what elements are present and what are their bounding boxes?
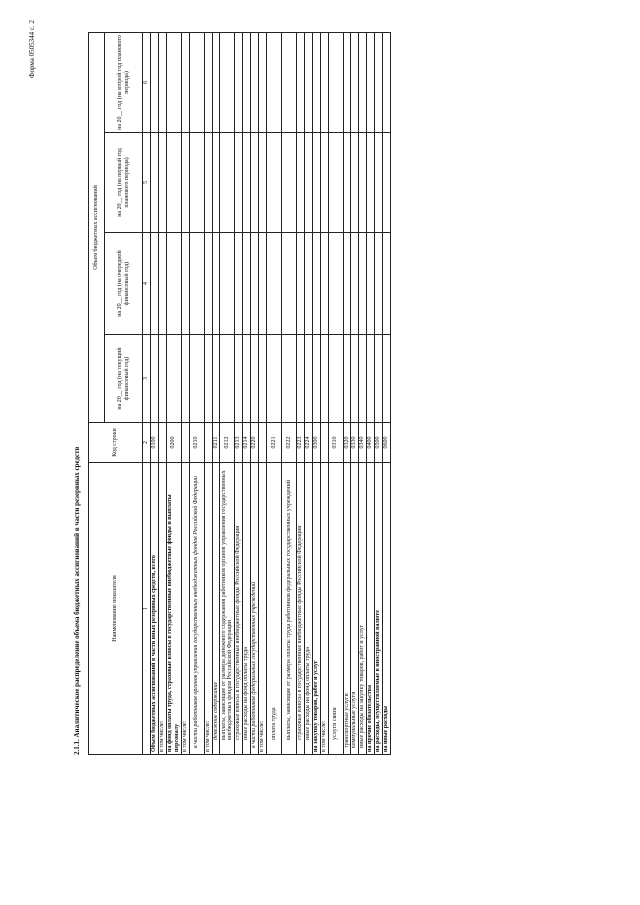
value-cell	[243, 233, 251, 335]
row-code	[181, 423, 189, 463]
row-label: оплата труда	[267, 463, 282, 755]
row-code: 0100	[150, 423, 158, 463]
value-cell	[343, 32, 351, 132]
row-label: транспортные услуги	[343, 463, 351, 755]
header-group: Объем бюджетных ассигнований	[89, 32, 105, 422]
row-label: коммунальные услуги	[351, 463, 359, 755]
header-year-current: на 20__ год (на текущий финансовый год)	[105, 335, 143, 423]
value-cell	[267, 335, 282, 423]
value-cell	[235, 335, 243, 423]
value-cell	[212, 32, 220, 132]
value-cell	[243, 133, 251, 233]
row-label: Объем бюджетных ассигнований в части иных резервных средств, всего	[150, 463, 158, 755]
value-cell	[320, 32, 328, 132]
value-cell	[367, 32, 375, 132]
value-cell	[282, 133, 297, 233]
row-code	[259, 423, 267, 463]
value-cell	[328, 32, 343, 132]
value-cell	[204, 335, 212, 423]
value-cell	[343, 233, 351, 335]
row-label: выплаты, зависящие от размера оплаты труда работников федеральных государственных учреждений	[282, 463, 297, 755]
row-code: 0214	[243, 423, 251, 463]
value-cell	[312, 233, 320, 335]
table-row	[359, 32, 367, 754]
value-cell	[150, 32, 158, 132]
row-label: на закупку товаров, работ и услуг	[312, 463, 320, 755]
value-cell	[297, 233, 305, 335]
row-label: в части работников органов управления государственных внебюджетных фондов Российской Федерации	[189, 463, 204, 755]
value-cell	[304, 233, 312, 335]
value-cell	[383, 133, 391, 233]
table-row	[243, 32, 251, 754]
value-cell	[343, 133, 351, 233]
value-cell	[150, 335, 158, 423]
row-code: 0221	[267, 423, 282, 463]
value-cell	[351, 233, 359, 335]
value-cell	[282, 32, 297, 132]
row-code: 0400	[367, 423, 375, 463]
table-row	[282, 32, 297, 754]
row-label: на прочие обязательства	[367, 463, 375, 755]
table-row	[212, 32, 220, 754]
row-label: иные расходы на фонд оплаты труда	[243, 463, 251, 755]
value-cell	[351, 335, 359, 423]
value-cell	[251, 133, 259, 233]
row-code: 0212	[220, 423, 235, 463]
header-code: Код строки	[89, 423, 143, 463]
value-cell	[212, 335, 220, 423]
table-row	[204, 32, 212, 754]
table-row	[297, 32, 305, 754]
row-code: 0213	[235, 423, 243, 463]
row-code: 0200	[166, 423, 181, 463]
value-cell	[220, 32, 235, 132]
row-label: услуги связи	[328, 463, 343, 755]
table-row	[312, 32, 320, 754]
value-cell	[251, 335, 259, 423]
value-cell	[166, 233, 181, 335]
table-row	[343, 32, 351, 754]
table-row	[166, 32, 181, 754]
row-label: в части работников федеральных государственных учреждений	[251, 463, 259, 755]
row-code: 0600	[383, 423, 391, 463]
row-label: на расходы, осуществляемые в иностранной валюте	[375, 463, 383, 755]
table-row	[259, 32, 267, 754]
value-cell	[150, 133, 158, 233]
value-cell	[166, 133, 181, 233]
value-cell	[189, 32, 204, 132]
value-cell	[320, 133, 328, 233]
value-cell	[359, 335, 367, 423]
value-cell	[375, 233, 383, 335]
value-cell	[166, 335, 181, 423]
row-label: в том числе:	[181, 463, 189, 755]
value-cell	[375, 32, 383, 132]
table-row	[367, 32, 375, 754]
header-year-next: на 20__ год (на очередной финансовый год)	[105, 233, 143, 335]
row-label: иные расходы на закупку товаров, работ и услуг	[359, 463, 367, 755]
value-cell	[328, 335, 343, 423]
value-cell	[181, 133, 189, 233]
value-cell	[359, 233, 367, 335]
table-row	[375, 32, 383, 754]
value-cell	[367, 233, 375, 335]
value-cell	[312, 32, 320, 132]
table-row	[267, 32, 282, 754]
value-cell	[304, 32, 312, 132]
value-cell	[158, 335, 166, 423]
value-cell	[267, 133, 282, 233]
value-cell	[181, 335, 189, 423]
form-code: Форма 0505344 с. 2	[28, 20, 36, 79]
table-row	[328, 32, 343, 754]
row-code	[320, 423, 328, 463]
section-title: 2.1.1. Аналитическое распределение объема бюджетных ассигнований в части резервных средств	[73, 446, 81, 755]
table-row	[181, 32, 189, 754]
header-year-plan1: на 20__ год (на первый год планового периода)	[105, 133, 143, 233]
table-row	[251, 32, 259, 754]
value-cell	[320, 335, 328, 423]
col-number: 6	[143, 32, 151, 132]
value-cell	[259, 335, 267, 423]
col-number: 2	[143, 423, 151, 463]
value-cell	[367, 335, 375, 423]
value-cell	[235, 233, 243, 335]
value-cell	[158, 233, 166, 335]
value-cell	[189, 335, 204, 423]
value-cell	[282, 335, 297, 423]
value-cell	[181, 233, 189, 335]
value-cell	[351, 32, 359, 132]
value-cell	[297, 133, 305, 233]
header-year-plan2: на 20__ год (на второй год планового периода)	[105, 32, 143, 132]
value-cell	[312, 335, 320, 423]
value-cell	[375, 335, 383, 423]
value-cell	[259, 133, 267, 233]
header-name: Наименование показателя	[89, 463, 143, 755]
value-cell	[359, 133, 367, 233]
value-cell	[212, 233, 220, 335]
value-cell	[158, 32, 166, 132]
value-cell	[204, 133, 212, 233]
value-cell	[367, 133, 375, 233]
value-cell	[220, 233, 235, 335]
row-label: страховые взносы в государственные внебюджетные фонды Российской Федерации	[235, 463, 243, 755]
value-cell	[251, 32, 259, 132]
row-code: 0222	[282, 423, 297, 463]
value-cell	[204, 32, 212, 132]
row-code: 0500	[375, 423, 383, 463]
table-row	[220, 32, 235, 754]
row-code: 0211	[212, 423, 220, 463]
value-cell	[383, 233, 391, 335]
table-row	[320, 32, 328, 754]
col-number: 5	[143, 133, 151, 233]
value-cell	[297, 32, 305, 132]
value-cell	[359, 32, 367, 132]
table-row	[189, 32, 204, 754]
allocation-table	[88, 32, 391, 755]
value-cell	[328, 133, 343, 233]
table-row	[158, 32, 166, 754]
value-cell	[243, 32, 251, 132]
row-label: выплаты, зависящие от размера денежного содержания работников органов управления государственных внебюджетных фондов Российской Федерации	[220, 463, 235, 755]
value-cell	[267, 233, 282, 335]
value-cell	[220, 133, 235, 233]
value-cell	[375, 133, 383, 233]
row-label: на фонд оплаты труда, страховые взносы в государственные внебюджетные фонды и выплаты персоналу	[166, 463, 181, 755]
row-label: страховые взносы в государственные внебюджетные фонды Российской Федерации	[297, 463, 305, 755]
value-cell	[282, 233, 297, 335]
col-number: 3	[143, 335, 151, 423]
row-label: в том числе:	[259, 463, 267, 755]
table-row	[150, 32, 158, 754]
row-code: 0320	[343, 423, 351, 463]
value-cell	[212, 133, 220, 233]
row-code: 0224	[304, 423, 312, 463]
value-cell	[259, 32, 267, 132]
col-number: 4	[143, 233, 151, 335]
value-cell	[158, 133, 166, 233]
table-row	[383, 32, 391, 754]
value-cell	[181, 32, 189, 132]
value-cell	[189, 133, 204, 233]
value-cell	[351, 133, 359, 233]
row-label: на иные расходы	[383, 463, 391, 755]
col-number: 1	[143, 463, 151, 755]
value-cell	[243, 335, 251, 423]
row-code: 0223	[297, 423, 305, 463]
value-cell	[312, 133, 320, 233]
row-code: 0340	[359, 423, 367, 463]
table-row	[304, 32, 312, 754]
value-cell	[383, 335, 391, 423]
value-cell	[251, 233, 259, 335]
table-row	[235, 32, 243, 754]
value-cell	[304, 133, 312, 233]
value-cell	[166, 32, 181, 132]
value-cell	[150, 233, 158, 335]
value-cell	[204, 233, 212, 335]
value-cell	[383, 32, 391, 132]
row-code: 0210	[189, 423, 204, 463]
row-code	[204, 423, 212, 463]
row-label: в том числе:	[320, 463, 328, 755]
value-cell	[343, 335, 351, 423]
value-cell	[328, 233, 343, 335]
table-row	[351, 32, 359, 754]
row-code	[158, 423, 166, 463]
row-label: в том числе:	[158, 463, 166, 755]
value-cell	[235, 32, 243, 132]
value-cell	[189, 233, 204, 335]
value-cell	[320, 233, 328, 335]
row-code: 0330	[351, 423, 359, 463]
value-cell	[304, 335, 312, 423]
value-cell	[220, 335, 235, 423]
value-cell	[297, 335, 305, 423]
value-cell	[259, 233, 267, 335]
row-label: денежное содержание	[212, 463, 220, 755]
row-label: в том числе:	[204, 463, 212, 755]
row-code: 0310	[328, 423, 343, 463]
row-code: 0300	[312, 423, 320, 463]
value-cell	[235, 133, 243, 233]
row-label: иные расходы на фонд оплаты труда	[304, 463, 312, 755]
row-code: 0220	[251, 423, 259, 463]
value-cell	[267, 32, 282, 132]
